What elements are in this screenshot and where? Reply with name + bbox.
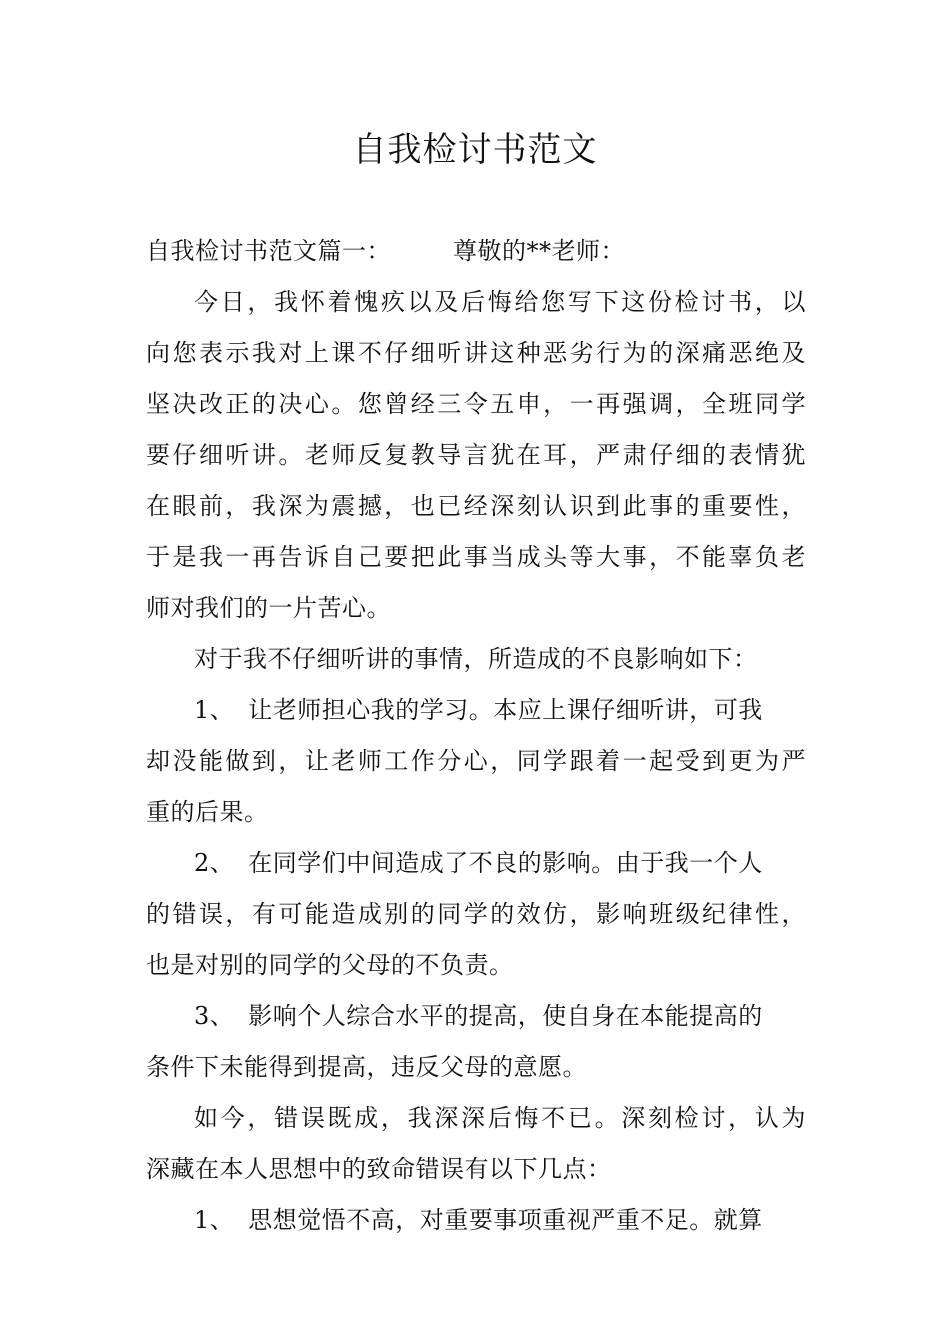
text-line: 也是对别的同学的父母的不负责。: [146, 951, 514, 979]
numbered-paragraph: [146, 1195, 806, 1246]
numbered-paragraph: [146, 991, 806, 1093]
text-line: 深藏在本人思想中的致命错误有以下几点：: [146, 1155, 612, 1183]
list-number: 2、: [194, 849, 235, 877]
text-line: 重的后果。: [146, 798, 269, 826]
section-label: 自我检讨书范文篇一：: [146, 237, 391, 265]
text-line: 的错误，有可能造成别的同学的效仿，影响班级纪律性，: [146, 900, 806, 928]
text-line: 要仔细听讲。老师反复教导言犹在耳，严肃仔细的表情犹: [146, 441, 806, 469]
text-line: 今日，我怀着愧疚以及后悔给您写下这份检讨书，以: [194, 288, 806, 316]
list-number: 1、: [194, 696, 235, 724]
text-line: 1、 思想觉悟不高，对重要事项重视严重不足。就算: [194, 1206, 763, 1234]
text-line: 3、 影响个人综合水平的提高，使自身在本能提高的: [194, 1002, 763, 1030]
text-line: 2、 在同学们中间造成了不良的影响。由于我一个人: [194, 849, 763, 877]
text-line: 师对我们的一片苦心。: [146, 594, 391, 622]
paragraph: [146, 1093, 806, 1195]
text-line: 如今，错误既成，我深深后悔不已。深刻检讨，认为: [194, 1104, 806, 1132]
salutation: 尊敬的**老师：: [453, 237, 625, 265]
list-number: 3、: [194, 1002, 235, 1030]
list-number: 1、: [194, 1206, 235, 1234]
text-line: 坚决改正的决心。您曾经三令五申，一再强调，全班同学: [146, 390, 806, 418]
paragraph: [146, 277, 806, 634]
text-line: 向您表示我对上课不仔细听讲这种恶劣行为的深痛恶绝及: [146, 339, 806, 367]
greeting-line: [146, 226, 806, 277]
numbered-paragraph: [146, 685, 806, 838]
document-title: 自我检讨书范文: [352, 130, 598, 170]
text-line: 却没能做到，让老师工作分心，同学跟着一起受到更为严: [146, 747, 806, 775]
document-body: [146, 226, 806, 1246]
text-line: 在眼前，我深为震撼，也已经深刻认识到此事的重要性，: [146, 492, 806, 520]
text-line: 于是我一再告诉自己要把此事当成头等大事，不能辜负老: [146, 543, 806, 571]
text-line: 1、 让老师担心我的学习。本应上课仔细听讲，可我: [194, 696, 763, 724]
text-line: 对于我不仔细听讲的事情，所造成的不良影响如下：: [194, 645, 758, 673]
text-line: 条件下未能得到提高，违反父母的意愿。: [146, 1053, 587, 1081]
numbered-paragraph: [146, 838, 806, 991]
paragraph: [146, 634, 806, 685]
